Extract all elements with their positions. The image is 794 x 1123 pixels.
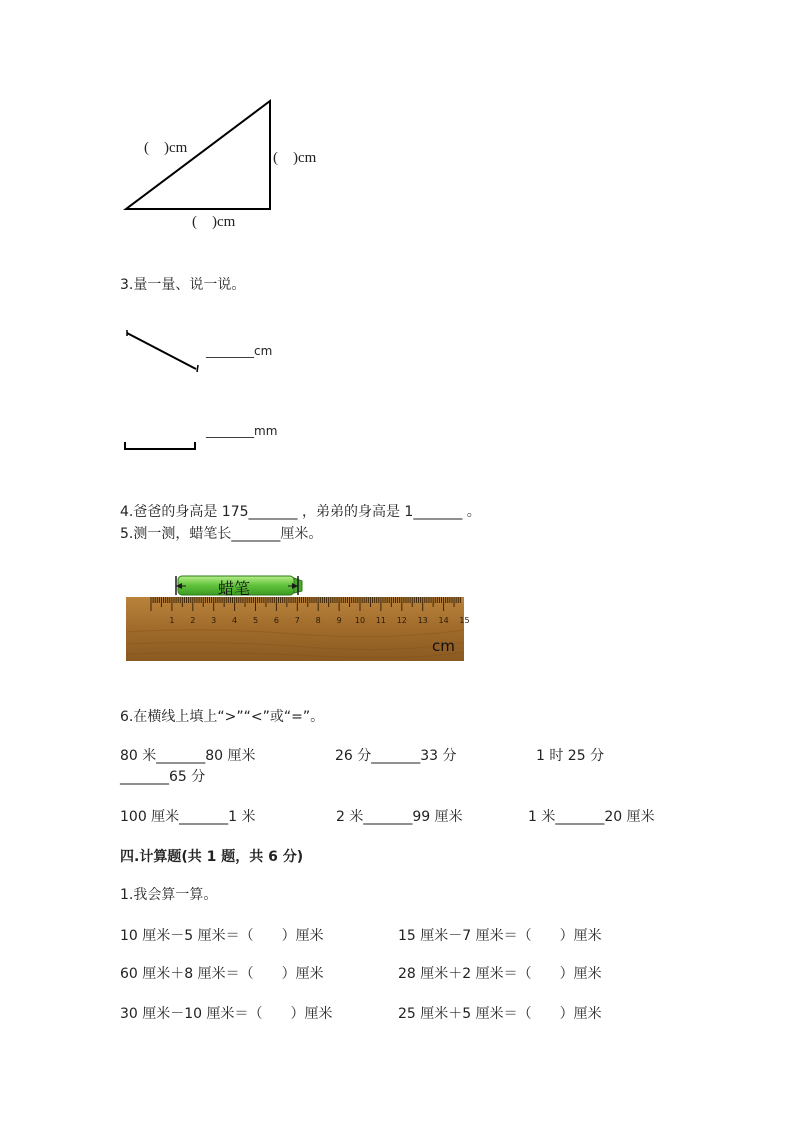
q3-line1-answer[interactable]: ________cm (206, 344, 273, 358)
section4-title: 四.计算题(共 1 题，共 6 分) (120, 849, 304, 865)
ruler-tick-label: 10 (354, 616, 366, 625)
triangle-vertical-label: ( )cm (273, 150, 317, 166)
q6-row2-a: 100 厘米_______1 米 (120, 809, 256, 825)
calc-row-3-a: 30 厘米－10 厘米＝（ ）厘米 (120, 1006, 333, 1022)
ruler-tick-label: 12 (396, 616, 407, 625)
calc-row-2-b: 28 厘米＋2 厘米＝（ ）厘米 (398, 966, 602, 982)
q6-row2-b: 2 米_______99 厘米 (336, 809, 463, 825)
ruler-tick-label: 9 (336, 616, 342, 625)
ruler-tick-label: 2 (190, 616, 196, 625)
q6-row1-c: 1 时 25 分 (536, 748, 605, 764)
q6-row1-b: 26 分_______33 分 (335, 748, 457, 764)
q6-row1-cont: _______65 分 (120, 769, 206, 785)
triangle-base-label: ( )cm (192, 214, 236, 230)
calc-row-2-a: 60 厘米＋8 厘米＝（ ）厘米 (120, 966, 324, 982)
calc-row-3-b: 25 厘米＋5 厘米＝（ ）厘米 (398, 1006, 602, 1022)
ruler-unit: cm (432, 637, 455, 655)
ruler-tick-label: 11 (375, 616, 386, 625)
ruler-tick-label: 7 (294, 616, 300, 625)
ruler-tick-label: 4 (232, 616, 238, 625)
q6-row1-a: 80 米_______80 厘米 (120, 748, 256, 764)
ruler-tick-label: 3 (211, 616, 217, 625)
ruler-tick-label: 14 (438, 616, 449, 625)
calc-row-1-b: 15 厘米－7 厘米＝（ ）厘米 (398, 928, 602, 944)
ruler-tick-label: 6 (273, 616, 279, 625)
calc-row-1-a: 10 厘米－5 厘米＝（ ）厘米 (120, 928, 324, 944)
q5-text: 5.测一测，蜡笔长_______厘米。 (120, 526, 323, 542)
q3-title: 3.量一量、说一说。 (120, 277, 246, 293)
ruler-tick-label: 1 (169, 616, 175, 625)
ruler-tick-label: 5 (252, 616, 259, 625)
q6-row2-c: 1 米_______20 厘米 (528, 809, 655, 825)
crayon-label: 蜡笔 (218, 579, 251, 598)
ruler-body (126, 597, 464, 661)
ruler-tick-label: 15 (459, 616, 470, 625)
section4-q1-title: 1.我会算一算。 (120, 887, 218, 903)
triangle-hyp-label: ( )cm (144, 140, 188, 156)
q6-title: 6.在横线上填上“>”“<”或“=”。 (120, 709, 325, 725)
ruler-image (126, 572, 470, 664)
ruler-tick-label: 8 (315, 616, 321, 625)
ruler-tick-label: 13 (417, 616, 428, 625)
q4-text: 4.爸爸的身高是 175_______ ，弟弟的身高是 1_______ 。 (120, 504, 481, 520)
q3-line2-answer[interactable]: ________mm (206, 424, 278, 438)
